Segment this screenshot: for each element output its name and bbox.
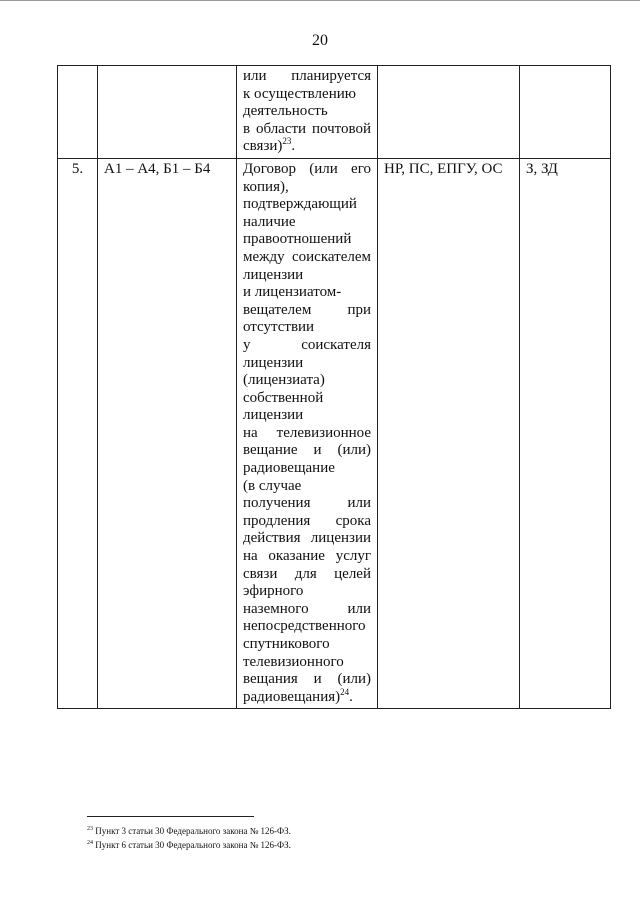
doc-line: действия лицензии <box>243 530 371 547</box>
doc-line-end: . <box>291 138 296 155</box>
doc-line: Договор (или его <box>243 160 371 177</box>
doc-line: и лицензиатом- <box>243 284 342 301</box>
doc-line: правоотношений <box>243 231 352 248</box>
cell-methods <box>378 66 520 159</box>
cell-number <box>58 66 98 159</box>
page-number: 20 <box>312 32 328 49</box>
doc-line: копия), <box>243 178 289 195</box>
doc-line: вещание и (или) <box>243 442 371 459</box>
doc-line: к осуществлению <box>243 85 356 102</box>
doc-line: или планируется <box>243 68 371 84</box>
doc-line: собственной <box>243 389 324 406</box>
stage-text: З, ЗД <box>526 160 558 177</box>
doc-line: на оказание услуг <box>243 548 371 565</box>
doc-line: деятельность <box>243 103 328 120</box>
methods-text: НР, ПС, ЕПГУ, ОС <box>384 160 503 177</box>
doc-line: радиовещание <box>243 460 335 477</box>
cell-document <box>237 66 378 159</box>
doc-line: на телевизионное <box>243 424 371 441</box>
doc-line: телевизионного <box>243 653 344 670</box>
doc-line: эфирного <box>243 583 304 600</box>
doc-line-last <box>243 686 371 707</box>
table-row-5 <box>58 158 611 708</box>
document-text <box>243 161 371 706</box>
doc-line: вещания и (или) <box>243 671 371 688</box>
cell-categories <box>98 66 237 159</box>
footnote <box>87 838 291 852</box>
row-number: 5. <box>71 160 84 177</box>
footnote-text: Пункт 6 статьи 30 Федерального закона № 126-ФЗ. <box>95 840 291 850</box>
doc-line: (в случае <box>243 477 302 494</box>
cell-categories <box>98 158 237 708</box>
footnote-ref: 24 <box>340 686 350 697</box>
doc-line-text: радиовещания) <box>243 688 341 705</box>
doc-line: подтверждающий <box>243 196 357 213</box>
cell-stage <box>520 66 611 159</box>
doc-line: наличие <box>243 213 296 230</box>
doc-line: наземного или <box>243 600 371 617</box>
categories-text: А1 – А4, Б1 – Б4 <box>104 160 211 177</box>
document-text <box>243 68 371 156</box>
footnotes <box>87 824 291 852</box>
document-table <box>57 65 611 709</box>
doc-line: непосредственного <box>243 618 366 635</box>
doc-line-text: связи) <box>243 138 283 155</box>
doc-line-last <box>243 138 371 156</box>
cell-document <box>237 158 378 708</box>
table-row-continuation <box>58 66 611 159</box>
doc-line: лицензии <box>243 266 304 283</box>
footnote <box>87 824 291 838</box>
footnote-ref: 23 <box>282 136 292 147</box>
footnote-separator <box>87 816 254 817</box>
doc-line: получения или <box>243 495 371 512</box>
doc-line: у соискателя <box>243 336 371 353</box>
doc-line: спутникового <box>243 636 330 652</box>
doc-line: лицензии <box>243 407 304 424</box>
doc-line: продления срока <box>243 512 371 529</box>
cell-number <box>58 158 98 708</box>
footnote-text: Пункт 3 статьи 30 Федерального закона № 126-ФЗ. <box>95 826 291 836</box>
doc-line-end: . <box>349 688 353 705</box>
doc-line: между соискателем <box>243 248 371 265</box>
doc-line: связи для целей <box>243 565 371 582</box>
doc-line: лицензии <box>243 354 304 371</box>
doc-line: вещателем при <box>243 301 371 318</box>
cell-stage <box>520 158 611 708</box>
footnote-mark: 23 <box>87 826 93 832</box>
doc-line: отсутствии <box>243 319 315 336</box>
top-edge-line <box>0 0 640 1</box>
footnote-mark: 24 <box>87 840 93 846</box>
cell-methods <box>378 158 520 708</box>
doc-line: в области почтовой <box>243 120 371 137</box>
doc-line: (лицензиата) <box>243 372 325 389</box>
